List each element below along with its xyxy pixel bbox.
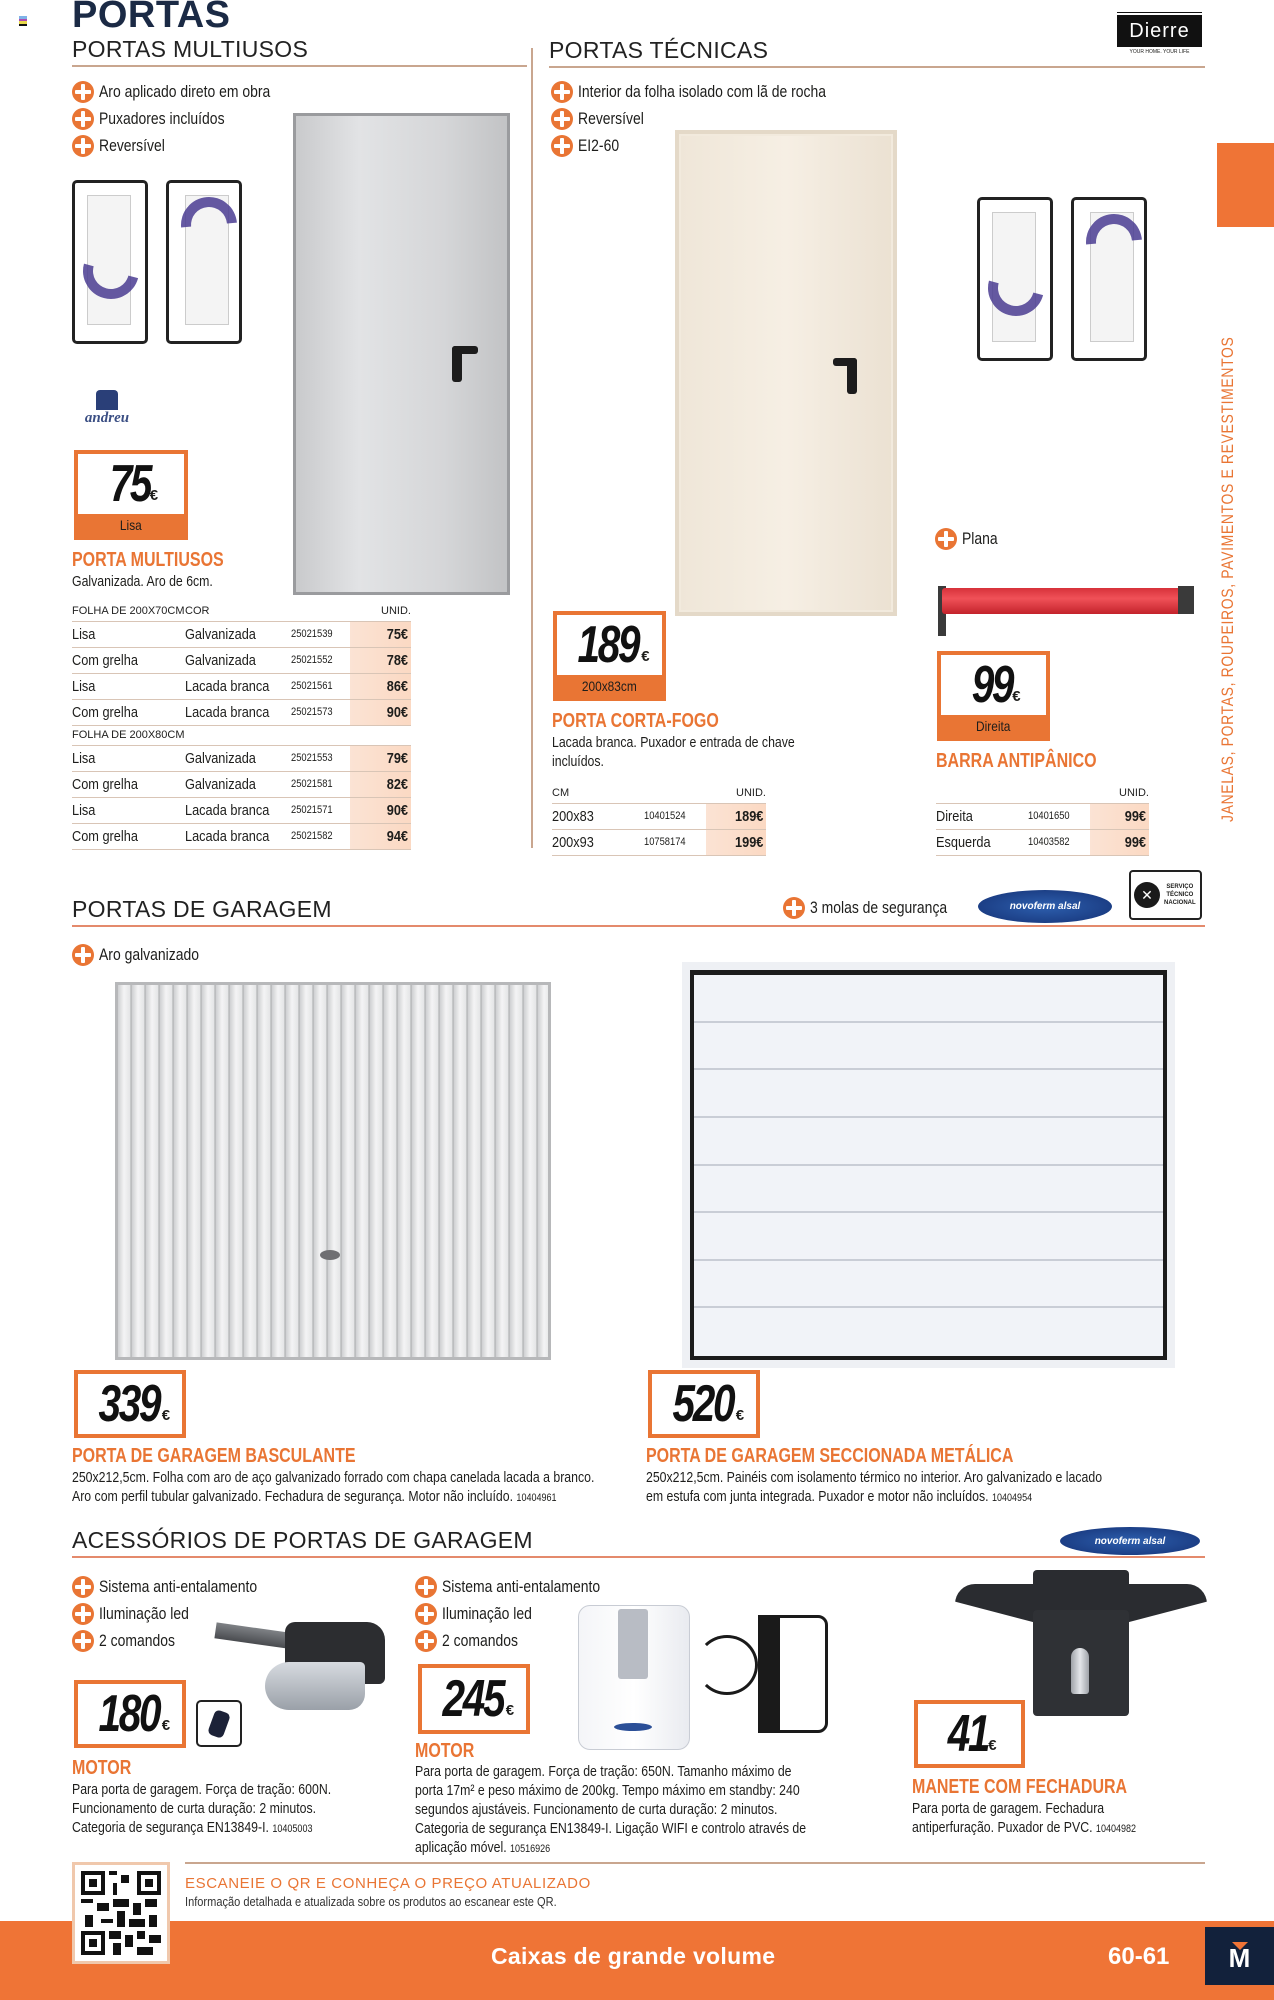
- plus-icon: [551, 108, 573, 130]
- feature-item: Sistema anti-entalamento: [72, 1573, 292, 1600]
- feature-item: Reversível: [72, 132, 308, 159]
- porta-corta-fogo-image: [675, 130, 897, 616]
- qr-code[interactable]: [72, 1862, 170, 1964]
- table-row: Com grelha Galvanizada 25021581 82€: [72, 771, 411, 797]
- page-numbers: 60-61: [1108, 1943, 1170, 1970]
- page-title: PORTAS: [72, 0, 231, 36]
- qr-code-icon: [81, 1871, 161, 1955]
- product-description: Galvanizada. Aro de 6cm.: [72, 573, 213, 590]
- feature-item: Interior da folha isolado com lã de rocha: [551, 78, 880, 105]
- andreu-logo: andreu: [72, 390, 142, 438]
- plus-icon: [551, 81, 573, 103]
- col-header: [644, 783, 706, 803]
- product-name: MOTOR: [415, 1740, 475, 1762]
- col-header: UNID.: [1119, 786, 1149, 799]
- col-header: [291, 601, 350, 621]
- plus-icon: [415, 1630, 437, 1652]
- novoferm-alsal-logo: novoferm alsal: [978, 890, 1112, 923]
- plus-icon: [72, 135, 94, 157]
- price-tag-seccionada: 520 €: [648, 1370, 760, 1438]
- col-header: COR: [185, 604, 210, 617]
- print-color-mark: [19, 16, 27, 26]
- plus-icon: [551, 135, 573, 157]
- feature-item: 2 comandos: [72, 1627, 292, 1654]
- product-description: Para porta de garagem. Força de tração: 600N. Funcionamento de curta duração: 2 minutos. Categoria de segurança EN13849-I. 10405003: [72, 1781, 332, 1836]
- qr-title: ESCANEIE O QR E CONHEÇA O PREÇO ATUALIZADO: [185, 1875, 591, 1892]
- plus-icon: [72, 81, 94, 103]
- table-row: Lisa Galvanizada 25021539 75€: [72, 621, 411, 647]
- table-row: 200x93 10758174 199€: [552, 829, 766, 855]
- product-name: PORTA CORTA-FOGO: [552, 710, 719, 732]
- motor1-image: [215, 1612, 395, 1722]
- feature-item: 3 molas de segurança: [783, 894, 977, 921]
- price-tag-motor1: 180 €: [74, 1680, 186, 1748]
- remote-control-image: [196, 1700, 242, 1747]
- plus-icon: [415, 1603, 437, 1625]
- barra-antipanico-image: [934, 584, 1199, 642]
- feature-item: Sistema anti-entalamento: [415, 1573, 635, 1600]
- porta-garagem-basculante-image: [115, 982, 551, 1360]
- door-handle-lever: [452, 346, 478, 354]
- plus-icon: [72, 108, 94, 130]
- section-heading-acessorios: ACESSÓRIOS DE PORTAS DE GARAGEM: [72, 1527, 1205, 1558]
- product-description: Para porta de garagem. Fechadura antiperfuração. Puxador de PVC. 10404982: [912, 1800, 1137, 1836]
- door-handle-lever: [833, 358, 857, 366]
- door-swing-left-icon: [1071, 197, 1147, 361]
- section-heading-multiusos: PORTAS MULTIUSOS: [72, 36, 527, 67]
- feature-item: Aro galvanizado: [72, 941, 221, 968]
- motor2-image: [578, 1605, 833, 1755]
- lock-cylinder-icon: [1071, 1648, 1089, 1694]
- novoferm-alsal-logo: novoferm alsal: [1060, 1527, 1200, 1555]
- product-description: Para porta de garagem. Força de tração: 650N. Tamanho máximo de porta 17m² e peso máximo de 200kg. Tempo máximo em standby: 240 segundos ajustáveis. Funcionamento de curta duração: 2 minutos. Categoria de segurança EN13849-I. Ligação WIFI e controlo através de aplicação móvel. 10516926: [415, 1763, 807, 1856]
- table-row: Direita 10401650 99€: [936, 803, 1149, 829]
- table-row: Lisa Lacada branca 25021561 86€: [72, 673, 411, 699]
- door-swing-left-icon: [166, 180, 242, 344]
- garagem-features-left: [72, 941, 221, 968]
- feature-item: Reversível: [551, 105, 880, 132]
- product-name: PORTA MULTIUSOS: [72, 549, 224, 571]
- plus-icon: [935, 528, 957, 550]
- plus-icon: [783, 897, 805, 919]
- product-description: 250x212,5cm. Folha com aro de aço galvanizado forrado com chapa canelada lacada a branco. Aro com perfil tubular galvanizado. Fechadura de segurança. Motor não incluído. 10404961: [72, 1469, 595, 1505]
- col-header: UNID.: [381, 604, 411, 617]
- column-divider: [531, 48, 533, 848]
- price-tag-corta-fogo: 189 € 200x83cm: [553, 611, 666, 701]
- manete-image: [955, 1570, 1207, 1718]
- footer-tagline: Caixas de grande volume: [491, 1943, 776, 1969]
- porta-multiusos-image: [293, 113, 510, 595]
- plus-icon: [415, 1576, 437, 1598]
- table-row: 200x83 10401524 189€: [552, 803, 766, 829]
- category-tab: [1217, 143, 1274, 227]
- price-tag-basculante: 339 €: [74, 1370, 186, 1438]
- product-description: 250x212,5cm. Painéis com isolamento térmico no interior. Aro galvanizado e lacado em estufa com junta integrada. Puxador e motor não incluídos. 10404954: [646, 1469, 1103, 1505]
- plus-icon: [72, 1576, 94, 1598]
- table-row: Lisa Lacada branca 25021571 90€: [72, 797, 411, 823]
- andreu-emblem-icon: [96, 390, 118, 410]
- feature-item: Plana: [935, 525, 1005, 552]
- garagem-features-right: [783, 894, 977, 921]
- product-name: PORTA DE GARAGEM SECCIONADA METÁLICA: [646, 1445, 1014, 1467]
- porta-garagem-seccionada-image: [690, 970, 1167, 1360]
- product-name: PORTA DE GARAGEM BASCULANTE: [72, 1445, 356, 1467]
- multiusos-price-table: [72, 601, 411, 850]
- product-name: MOTOR: [72, 1757, 132, 1779]
- col-header: [936, 783, 1028, 803]
- antipanico-features: [935, 525, 1005, 552]
- feature-item: Aro aplicado direto em obra: [72, 78, 308, 105]
- col-header: UNID.: [736, 786, 766, 799]
- dierre-wordmark: Dierre: [1117, 13, 1202, 47]
- qr-divider: [185, 1862, 1205, 1864]
- feature-item: Iluminação led: [415, 1600, 635, 1627]
- price-tag-multiusos: 75 € Lisa: [74, 450, 188, 540]
- lock-handle: [320, 1250, 340, 1260]
- store-logo: M: [1205, 1927, 1274, 1985]
- plus-icon: [72, 1630, 94, 1652]
- feature-item: Iluminação led: [72, 1600, 292, 1627]
- table-row: Com grelha Lacada branca 25021573 90€: [72, 699, 411, 725]
- table-row: Com grelha Galvanizada 25021552 78€: [72, 647, 411, 673]
- table-group-header: FOLHA DE 200X80CM: [72, 725, 411, 745]
- price-tag-antipanico: 99 € Direita: [937, 651, 1050, 741]
- table-row: Lisa Galvanizada 25021553 79€: [72, 745, 411, 771]
- section-heading-tecnicas: PORTAS TÉCNICAS: [549, 37, 1205, 68]
- dierre-tagline: YOUR HOME. YOUR LIFE: [1129, 49, 1190, 55]
- product-name: MANETE COM FECHADURA: [912, 1776, 1128, 1798]
- door-swing-right-icon: [977, 197, 1053, 361]
- tools-icon: ✕: [1134, 882, 1160, 908]
- corta-fogo-price-table: [552, 783, 766, 856]
- door-swing-right-icon: [72, 180, 148, 344]
- antipanico-price-table: [936, 783, 1149, 856]
- price-tag-motor2: 245 €: [418, 1664, 530, 1734]
- plus-icon: [72, 944, 94, 966]
- table-row: Com grelha Lacada branca 25021582 94€: [72, 823, 411, 849]
- section-heading-garagem: PORTAS DE GARAGEM: [72, 896, 1205, 927]
- col-header: FOLHA DE 200X70CM: [72, 604, 185, 617]
- feature-item: EI2-60: [551, 132, 880, 159]
- col-header: CM: [552, 786, 570, 799]
- feature-item: Puxadores incluídos: [72, 105, 308, 132]
- product-name: BARRA ANTIPÂNICO: [936, 750, 1097, 772]
- category-side-label: JANELAS, PORTAS, ROUPEIROS, PAVIMENTOS E REVESTIMENTOS: [1218, 336, 1237, 822]
- price-tag-manete: 41 €: [914, 1700, 1025, 1768]
- plus-icon: [72, 1603, 94, 1625]
- servico-tecnico-badge: ✕ SERVIÇO TÉCNICO NACIONAL: [1129, 870, 1202, 920]
- feature-item: 2 comandos: [415, 1627, 635, 1654]
- table-row: Esquerda 10403582 99€: [936, 829, 1149, 855]
- col-header: [1028, 783, 1090, 803]
- qr-subtitle: Informação detalhada e atualizada sobre os produtos ao escanear este QR.: [185, 1894, 557, 1909]
- product-description: Lacada branca. Puxador e entrada de chave incluídos.: [552, 734, 795, 770]
- multiusos-features: [72, 78, 308, 159]
